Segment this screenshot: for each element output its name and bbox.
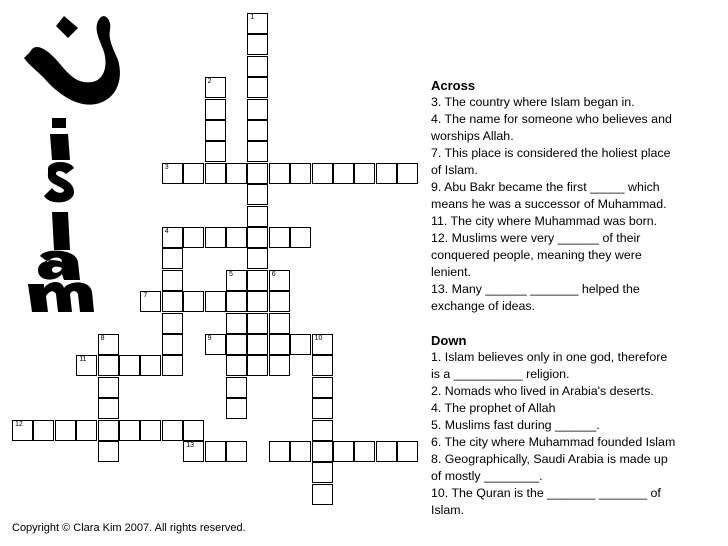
crossword-cell[interactable] (247, 34, 268, 55)
down-clue-line: 5. Muslims fast during ______. (431, 418, 600, 432)
crossword-cell[interactable] (205, 227, 226, 248)
crossword-cell[interactable] (162, 420, 183, 441)
crossword-cell[interactable] (183, 291, 204, 312)
crossword-cell[interactable] (98, 420, 119, 441)
crossword-cell[interactable] (290, 334, 311, 355)
crossword-cell[interactable] (162, 355, 183, 376)
clue-number: 13 (186, 442, 194, 449)
crossword-cell[interactable] (205, 441, 226, 462)
crossword-cell[interactable] (226, 334, 247, 355)
crossword-cell[interactable] (162, 248, 183, 269)
crossword-cell[interactable] (247, 355, 268, 376)
crossword-cell[interactable] (312, 420, 333, 441)
clue-number: 2 (207, 78, 212, 86)
crossword-cell[interactable] (98, 398, 119, 419)
crossword-cell[interactable] (247, 291, 268, 312)
crossword-cell[interactable] (354, 163, 375, 184)
clue-number: 9 (207, 335, 212, 342)
down-heading: Down (431, 333, 467, 348)
clue-number: 4 (164, 228, 169, 235)
crossword-cell[interactable] (98, 334, 119, 355)
crossword-cell[interactable] (98, 377, 119, 398)
crossword-cell[interactable] (397, 441, 418, 462)
across-clue-line: 7. This place is considered the holiest place (431, 146, 671, 160)
crossword-cell[interactable] (269, 313, 290, 334)
crossword-cell[interactable] (312, 462, 333, 483)
across-clue-list (431, 94, 721, 315)
down-clue-line: 8. Geographically, Saudi Arabia is made up (431, 452, 668, 466)
across-clue-line: 12. Muslims were very ______ of their (431, 231, 641, 245)
crossword-cell[interactable] (226, 313, 247, 334)
clue-number: 6 (271, 270, 276, 278)
crossword-cell[interactable] (226, 398, 247, 419)
crossword-cell[interactable] (119, 355, 140, 376)
crossword-cell[interactable] (162, 270, 183, 291)
crossword-cell[interactable] (312, 163, 333, 184)
crossword-cell[interactable] (205, 291, 226, 312)
crossword-cell[interactable] (290, 441, 311, 462)
crossword-cell[interactable] (247, 313, 268, 334)
crossword-cell[interactable] (312, 355, 333, 376)
across-clue-line: of Islam. (431, 163, 478, 177)
crossword-cell[interactable] (205, 141, 226, 162)
across-heading: Across (431, 78, 476, 93)
down-clue-line: of mostly ________. (431, 469, 543, 483)
crossword-cell[interactable] (226, 270, 247, 291)
crossword-cell[interactable] (226, 377, 247, 398)
crossword-cell[interactable] (183, 441, 204, 462)
crossword-cell[interactable] (226, 163, 247, 184)
crossword-cell[interactable] (183, 163, 204, 184)
across-clue-line: 3. The country where Islam began in. (431, 95, 635, 109)
crossword-cell[interactable] (290, 163, 311, 184)
clue-number: 12 (15, 420, 23, 428)
across-clue-line: 13. Many ______ _______ helped the (431, 282, 640, 296)
crossword-cell[interactable] (183, 420, 204, 441)
copyright-notice: Copyright © Clara Kim 2007. All rights reserved. (12, 522, 246, 534)
crossword-cell[interactable] (290, 227, 311, 248)
across-clue-line: exchange of ideas. (431, 299, 536, 313)
crossword-cell[interactable] (247, 99, 268, 120)
clue-number: 8 (100, 335, 105, 342)
crossword-cell[interactable] (333, 163, 354, 184)
crossword-cell[interactable] (162, 291, 183, 312)
crossword-cell[interactable] (247, 13, 268, 34)
down-clue-line: 4. The prophet of Allah (431, 401, 556, 415)
across-clue-line: 9. Abu Bakr became the first _____ which (431, 180, 660, 194)
crossword-cell[interactable] (162, 334, 183, 355)
crossword-cell[interactable] (98, 355, 119, 376)
crossword-cell[interactable] (226, 355, 247, 376)
crossword-cell[interactable] (312, 334, 333, 355)
crossword-cell[interactable] (247, 184, 268, 205)
crossword-cell[interactable] (140, 291, 161, 312)
crossword-cell[interactable] (247, 270, 268, 291)
clue-number: 1 (250, 14, 255, 21)
crossword-cell[interactable] (247, 120, 268, 141)
crossword-cell[interactable] (205, 77, 226, 98)
clue-number: 3 (164, 163, 169, 171)
crossword-cell[interactable] (205, 120, 226, 141)
clue-number: 5 (229, 270, 233, 278)
crossword-cell[interactable] (247, 141, 268, 162)
crossword-cell[interactable] (247, 227, 268, 248)
crossword-cell[interactable] (76, 420, 97, 441)
crossword-cell[interactable] (269, 334, 290, 355)
down-clue-line: is a __________ religion. (431, 367, 570, 381)
crossword-cell[interactable] (312, 441, 333, 462)
across-clue-line: means he was a successor of Muhammad. (431, 197, 667, 211)
crossword-cell[interactable] (76, 355, 97, 376)
crossword-cell[interactable] (269, 227, 290, 248)
clues-panel (431, 77, 721, 519)
crossword-cell[interactable] (333, 441, 354, 462)
crossword-cell[interactable] (205, 163, 226, 184)
down-clue-list (431, 349, 721, 519)
crossword-cell[interactable] (55, 420, 76, 441)
crossword-cell[interactable] (376, 163, 397, 184)
crossword-cell[interactable] (12, 420, 33, 441)
down-clue-line: 1. Islam believes only in one god, therefore (431, 350, 668, 364)
crossword-cell[interactable] (226, 291, 247, 312)
crossword-cell[interactable] (269, 355, 290, 376)
crossword-cell[interactable] (269, 441, 290, 462)
crossword-cell[interactable] (247, 206, 268, 227)
across-clue-line: worships Allah. (431, 129, 514, 143)
crossword-cell[interactable] (119, 420, 140, 441)
clue-spacer (431, 315, 721, 332)
across-clue-line: 4. The name for someone who believes and (431, 112, 672, 126)
across-clue-line: conquered people, meaning they were (431, 248, 642, 262)
crossword-cell[interactable] (140, 420, 161, 441)
down-clue-line: 2. Nomads who lived in Arabia's deserts. (431, 384, 654, 398)
crossword-cell[interactable] (376, 441, 397, 462)
crossword-cell[interactable] (312, 377, 333, 398)
across-clue-line: lenient. (431, 265, 471, 279)
crossword-cell[interactable] (205, 334, 226, 355)
crossword-cell[interactable] (247, 56, 268, 77)
crossword-cell[interactable] (140, 355, 161, 376)
crossword-cell[interactable] (269, 163, 290, 184)
down-clue-line: Islam. (431, 503, 465, 517)
clue-number: 10 (314, 335, 323, 342)
crossword-cell[interactable] (354, 441, 375, 462)
crossword-cell[interactable] (269, 270, 290, 291)
across-clue-line: 11. The city where Muhammad was born. (431, 214, 658, 228)
crossword-cell[interactable] (269, 291, 290, 312)
crossword-cell[interactable] (312, 398, 333, 419)
crossword-cell[interactable] (162, 227, 183, 248)
crossword-cell[interactable] (247, 163, 268, 184)
crossword-cell[interactable] (162, 313, 183, 334)
crossword-cell[interactable] (98, 441, 119, 462)
down-clue-line: 10. The Quran is the _______ _______ of (431, 486, 661, 500)
crossword-cell[interactable] (33, 420, 54, 441)
crossword-cell[interactable] (312, 484, 333, 505)
crossword-cell[interactable] (247, 334, 268, 355)
crossword-cell[interactable] (162, 163, 183, 184)
crossword-cell[interactable] (247, 77, 268, 98)
crossword-cell[interactable] (226, 441, 247, 462)
crossword-cell[interactable] (397, 163, 418, 184)
crossword-cell[interactable] (247, 248, 268, 269)
clue-number: 7 (143, 292, 148, 300)
crossword-cell[interactable] (226, 227, 247, 248)
crossword-cell[interactable] (183, 227, 204, 248)
crossword-cell[interactable] (205, 99, 226, 120)
down-clue-line: 6. The city where Muhammad founded Islam (431, 435, 676, 449)
clue-number: 11 (79, 356, 87, 364)
